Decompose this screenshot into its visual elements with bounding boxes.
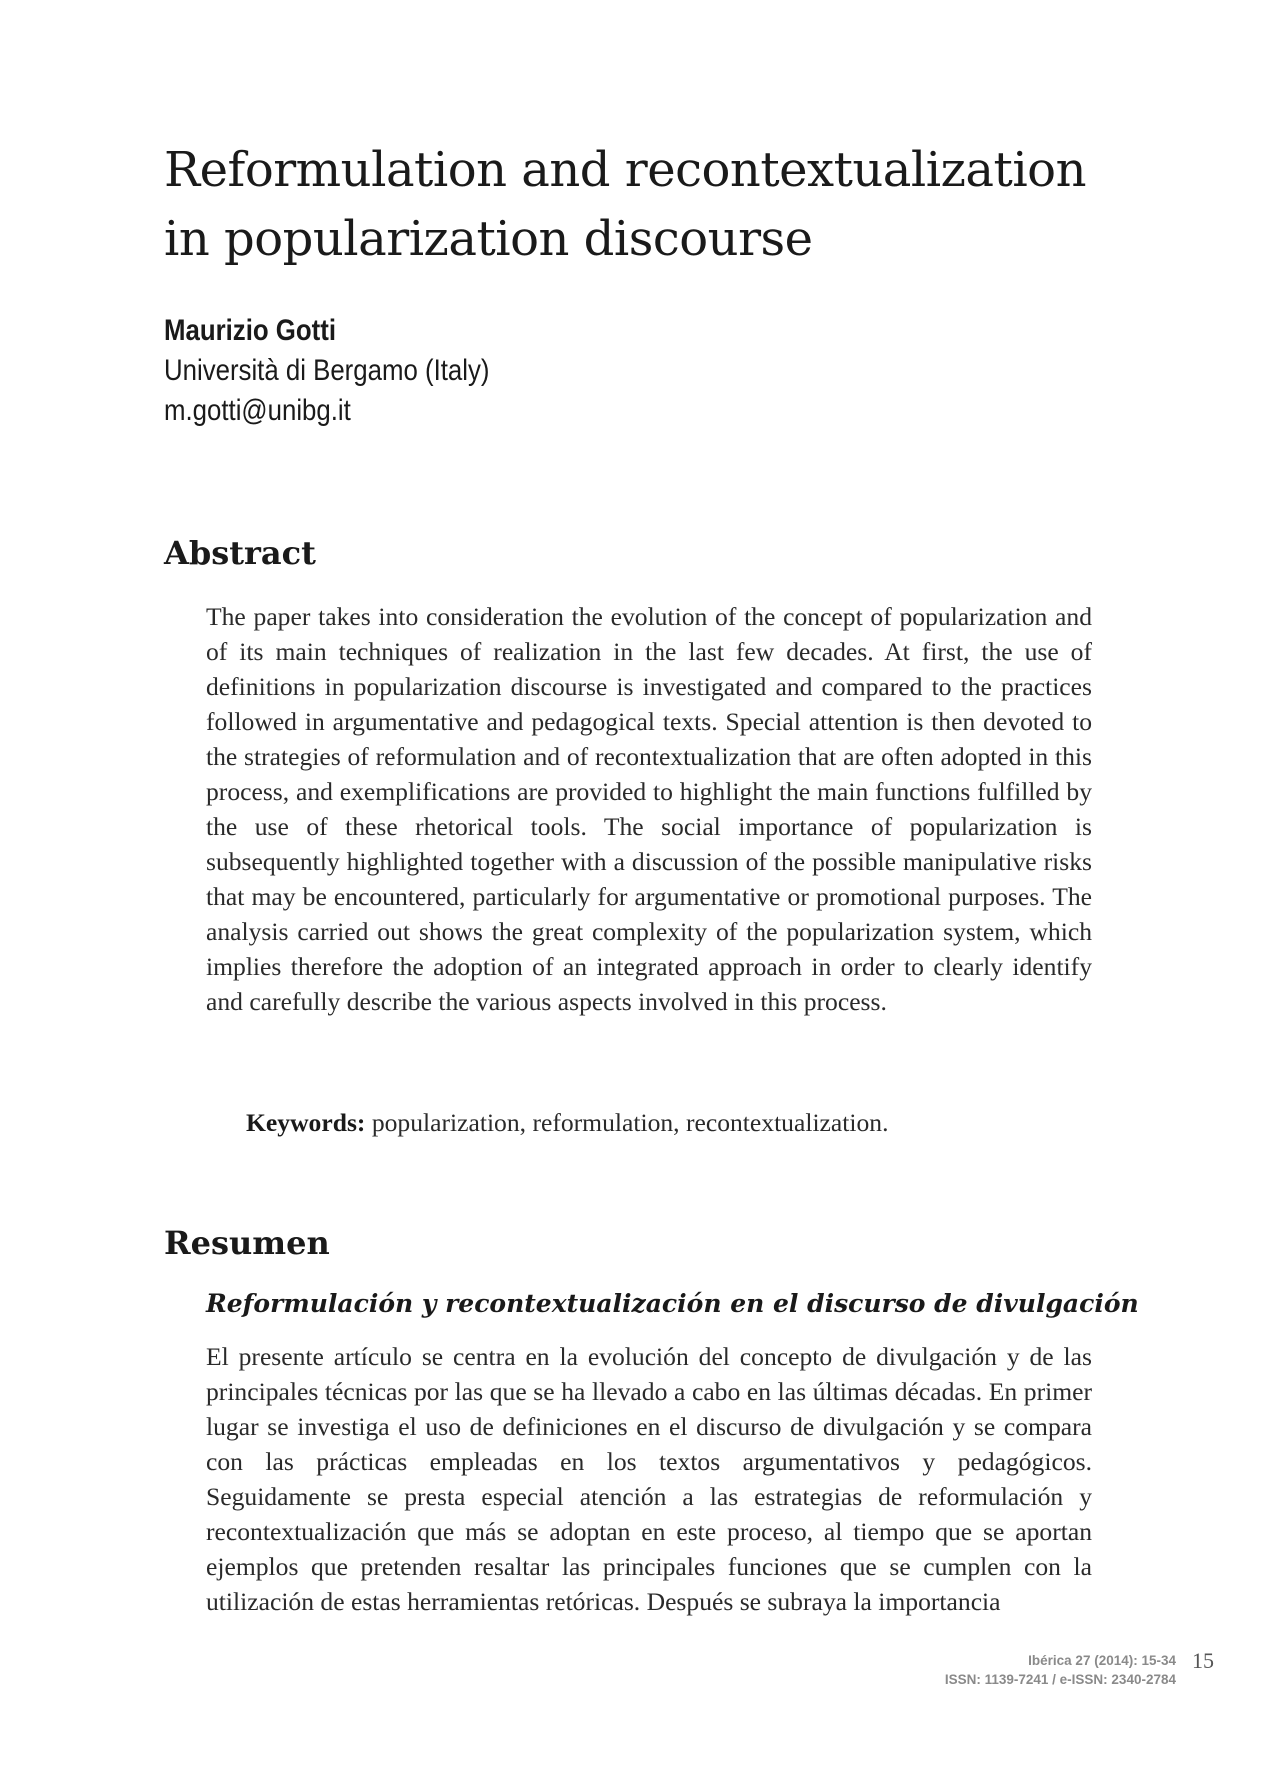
keywords-line (246, 1108, 889, 1138)
page-number: 15 (1192, 1648, 1214, 1673)
resumen-heading: Resumen (164, 1224, 330, 1262)
keywords-list: popularization, reformulation, recontextualization. (371, 1108, 889, 1137)
article-title: Reformulation and recontextualization in popularization discourse (164, 142, 1086, 267)
abstract-heading: Abstract (164, 534, 316, 572)
journal-footer (945, 1651, 1176, 1689)
journal-citation: Ibérica 27 (2014): 15-34 (1028, 1653, 1176, 1668)
keywords-label: Keywords: (246, 1108, 366, 1137)
journal-issn: ISSN: 1139-7241 / e-ISSN: 2340-2784 (944, 1672, 1176, 1687)
abstract-text: The paper takes into consideration the evolution of the concept of popularization and of its main techniques of realization in the last few decades. At first, the use of definitions in popularization discourse is investigated and compared to the practices followed in argumentative and pedagogical texts. Special attention is then devoted to the strategies of reformulation and of recontextualization that are often adopted in this process, and exemplifications are provided to highlight the main functions fulfilled by the use of these rhetorical tools. The social importance of popularization is subsequently highlighted together with a discussion of the possible manipulative risks that may be encountered, particularly for argumentative or promotional purposes. The analysis carried out shows the great complexity of the popularization system, which implies therefore the adoption of an integrated approach in order to clearly identify and carefully describe the various aspects involved in this process. (206, 602, 1092, 1016)
author-affiliation: Università di Bergamo (Italy) (164, 354, 490, 387)
resumen-subtitle: Reformulación y recontextualización en el discurso de divulgación (206, 1289, 1139, 1318)
author-block (164, 311, 542, 431)
author-name: Maurizio Gotti (164, 314, 336, 347)
resumen-text: El presente artículo se centra en la evolución del concepto de divulgación y de las principales técnicas por las que se ha llevado a cabo en las últimas décadas. En primer lugar se investiga el uso de definiciones en el discurso de divulgación y se compara con las prácticas empleadas en los textos argumentativos y pedagógicos. Seguidamente se presta especial atención a las estrategias de reformulación y recontextualización que más se adoptan en este proceso, al tiempo que se aportan ejemplos que pretenden resaltar las principales funciones que se cumplen con la utilización de estas herramientas retóricas. Después se subraya la importancia (206, 1342, 1092, 1616)
author-email: m.gotti@unibg.it (164, 394, 351, 427)
